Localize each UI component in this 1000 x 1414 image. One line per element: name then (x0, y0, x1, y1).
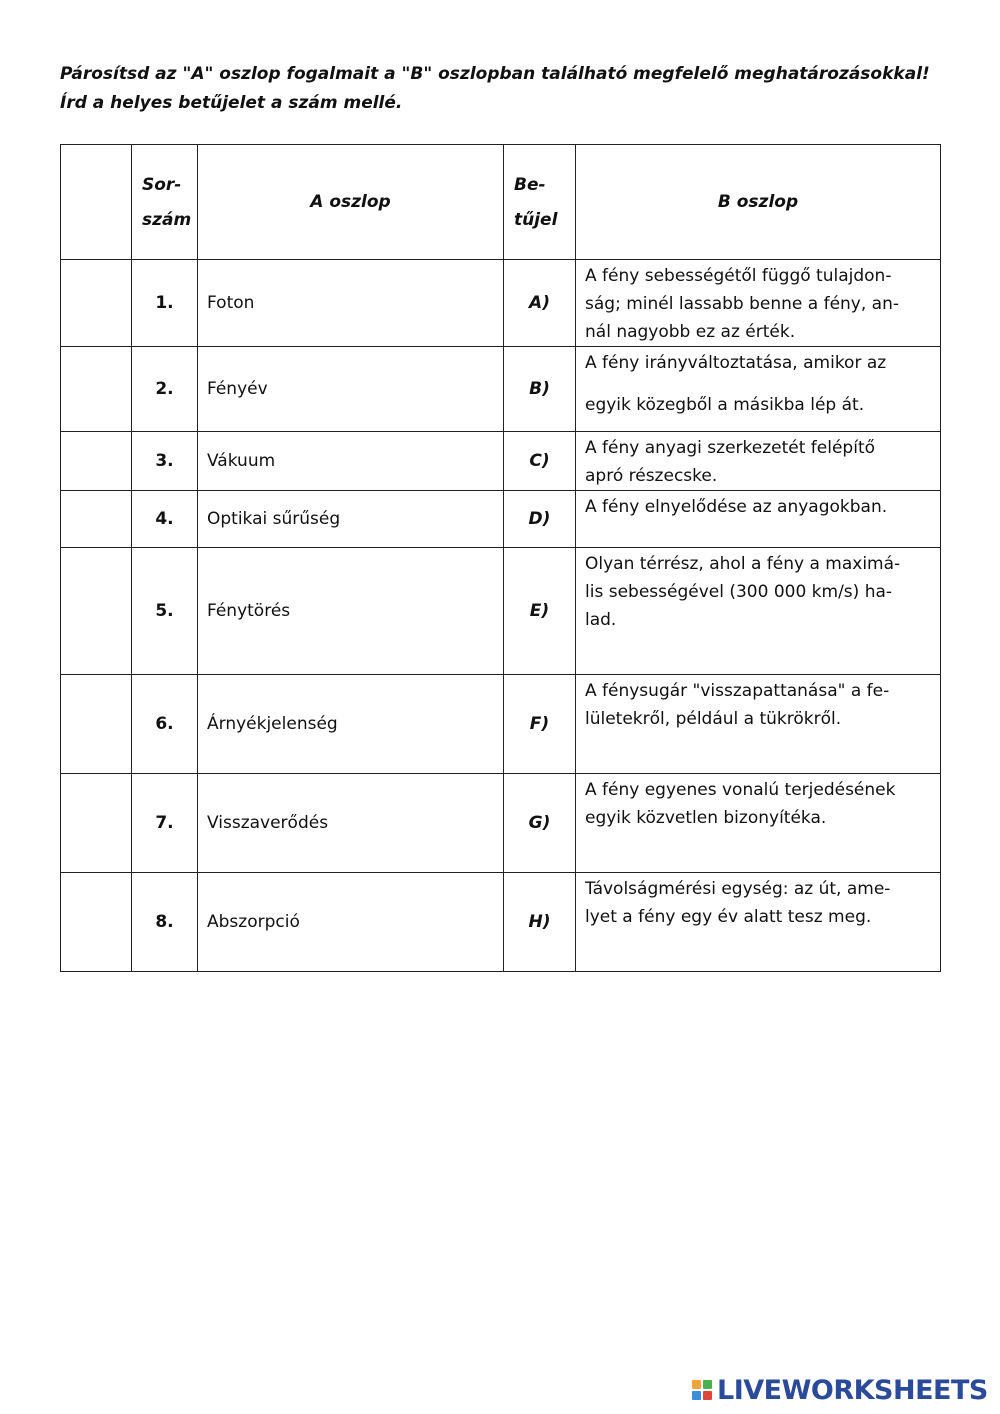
logo-square-3 (692, 1391, 701, 1400)
logo-square-2 (703, 1380, 712, 1389)
answer-cell[interactable] (61, 873, 132, 972)
row-number: 5. (132, 548, 198, 675)
concept-cell: Visszaverődés (198, 774, 504, 873)
row-number: 4. (132, 491, 198, 548)
letter-column-header (504, 145, 576, 260)
concept-cell: Fénytörés (198, 548, 504, 675)
concept-cell: Fényév (198, 347, 504, 432)
definition-line: A fénysugár "visszapattanása" a fe- (585, 681, 890, 701)
answer-cell[interactable] (61, 260, 132, 347)
definition-line: Olyan térrész, ahol a fény a maximá- (585, 554, 901, 574)
letter-cell: F) (504, 675, 576, 774)
row-number: 8. (132, 873, 198, 972)
logo-text: LIVEWORKSHEETS (717, 1374, 988, 1406)
number-header-top: Sor- (142, 174, 182, 195)
definition-cell (576, 675, 941, 774)
letter-header-top: Be- (514, 174, 546, 195)
instructions-line-2: Írd a helyes betűjelet a szám mellé. (60, 93, 403, 113)
letter-cell: C) (504, 432, 576, 491)
table-row (61, 774, 941, 873)
concept-cell: Vákuum (198, 432, 504, 491)
definition-line: A fény irányváltoztatása, amikor az (585, 353, 887, 373)
letter-cell: G) (504, 774, 576, 873)
row-number: 7. (132, 774, 198, 873)
definition-line: A fény anyagi szerkezetét felépítő (585, 438, 876, 458)
definition-line: lyet a fény egy év alatt tesz meg. (585, 907, 872, 927)
row-number: 1. (132, 260, 198, 347)
row-number: 6. (132, 675, 198, 774)
definition-cell (576, 491, 941, 548)
logo-square-1 (692, 1380, 701, 1389)
definition-cell (576, 873, 941, 972)
definition-line: egyik közegből a másikba lép át. (585, 395, 865, 415)
instructions-line-1: Párosítsd az "A" oszlop fogalmait a "B" oszlopban található megfelelő meghatározásokkal! (60, 64, 930, 84)
table-row (61, 347, 941, 432)
definition-cell (576, 432, 941, 491)
answer-cell[interactable] (61, 347, 132, 432)
definition-line: lületekről, például a tükrökről. (585, 709, 842, 729)
answer-cell[interactable] (61, 491, 132, 548)
matching-table (60, 144, 941, 972)
definition-cell (576, 347, 941, 432)
definition-line: lis sebességével (300 000 km/s) ha- (585, 582, 893, 602)
table-row (61, 873, 941, 972)
definition-line: apró részecske. (585, 466, 718, 486)
definition-cell (576, 260, 941, 347)
answer-cell[interactable] (61, 774, 132, 873)
table-row (61, 432, 941, 491)
concept-cell: Foton (198, 260, 504, 347)
letter-cell: H) (504, 873, 576, 972)
definition-cell (576, 774, 941, 873)
liveworksheets-logo (692, 1376, 988, 1404)
answer-cell[interactable] (61, 432, 132, 491)
definition-cell (576, 548, 941, 675)
table-row (61, 548, 941, 675)
number-header-bottom: szám (142, 209, 192, 230)
definition-line: nál nagyobb ez az érték. (585, 322, 796, 342)
letter-header-bottom: tűjel (514, 209, 558, 230)
table-row (61, 260, 941, 347)
definition-line: lad. (585, 610, 617, 630)
definition-line: ság; minél lassabb benne a fény, an- (585, 294, 899, 314)
answer-cell[interactable] (61, 548, 132, 675)
header-row (61, 145, 941, 260)
table-row (61, 675, 941, 774)
concept-cell: Abszorpció (198, 873, 504, 972)
definition-line: A fény egyenes vonalú terjedésének (585, 780, 896, 800)
row-number: 2. (132, 347, 198, 432)
logo-squares-icon (692, 1380, 712, 1400)
letter-cell: A) (504, 260, 576, 347)
concept-cell: Árnyékjelenség (198, 675, 504, 774)
row-number: 3. (132, 432, 198, 491)
table-row (61, 491, 941, 548)
number-column-header (132, 145, 198, 260)
definition-line: A fény elnyelődése az anyagokban. (585, 497, 888, 517)
answer-cell[interactable] (61, 675, 132, 774)
logo-square-4 (703, 1391, 712, 1400)
answer-column-header (61, 145, 132, 260)
letter-cell: B) (504, 347, 576, 432)
definition-line: Távolságmérési egység: az út, ame- (585, 879, 891, 899)
definition-line: egyik közvetlen bizonyítéka. (585, 808, 827, 828)
concept-cell: Optikai sűrűség (198, 491, 504, 548)
b-column-header: B oszlop (576, 145, 941, 260)
instructions (60, 60, 960, 118)
a-column-header: A oszlop (198, 145, 504, 260)
definition-line: A fény sebességétől függő tulajdon- (585, 266, 892, 286)
letter-cell: E) (504, 548, 576, 675)
letter-cell: D) (504, 491, 576, 548)
